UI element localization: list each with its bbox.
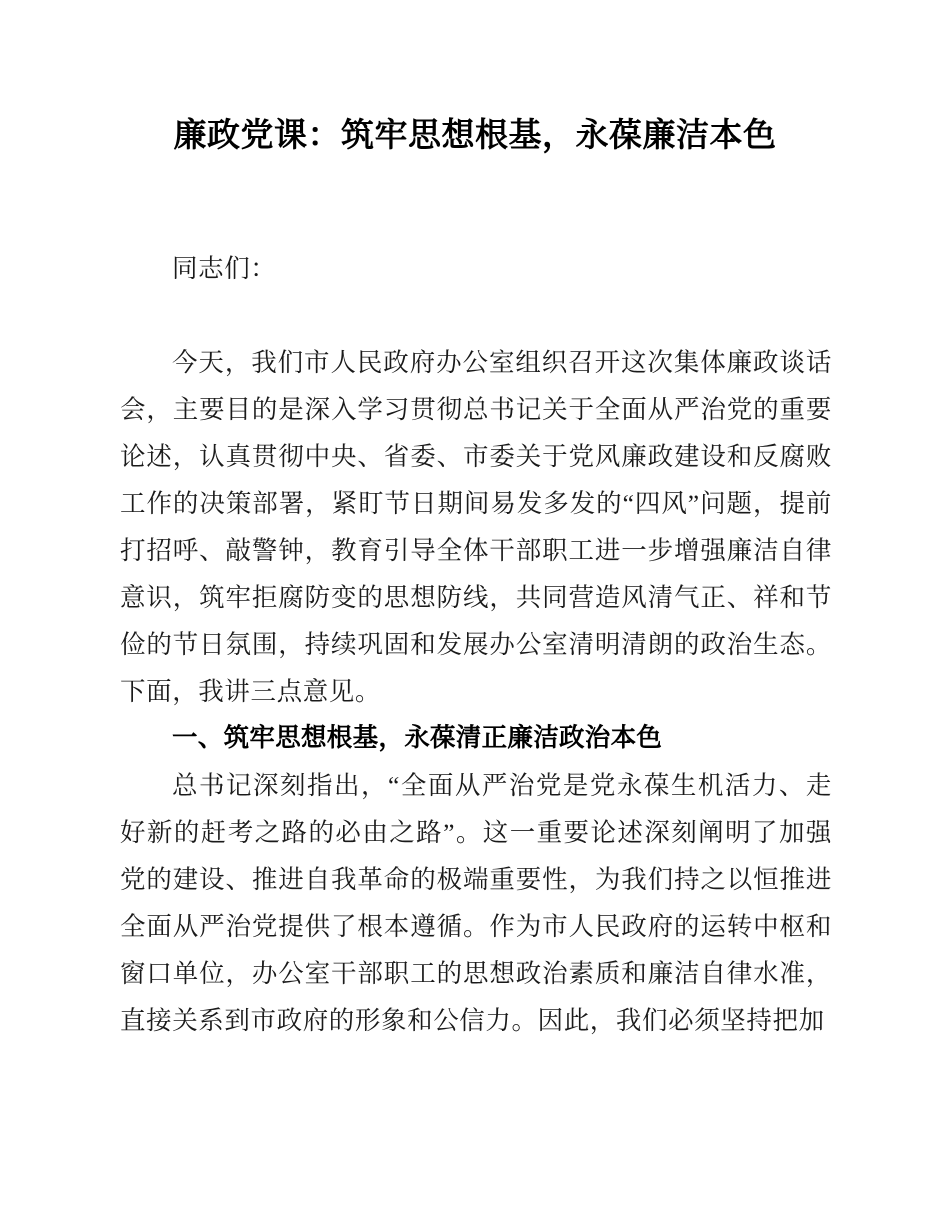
section-one-paragraph: 总书记深刻指出，“全面从严治党是党永葆生机活力、走好新的赶考之路的必由之路”。这一重要论述深刻阐明了加强党的建设、推进自我革命的极端重要性，为我们持之以恒推进全面从严治党提供了根本遵循。作为市人民政府的运转中枢和窗口单位，办公室干部职工的思想政治素质和廉洁自律水准，直接关系到市政府的形象和公信力。因此，我们必须坚持把加 [120,771,832,1035]
section-heading-one: 一、筑牢思想根基，永葆清正廉洁政治本色 [172,724,663,752]
document-body [120,245,832,1044]
salutation: 同志们： [172,254,277,283]
opening-paragraph: 今天，我们市人民政府办公室组织召开这次集体廉政谈话会，主要目的是深入学习贯彻总书记关于全面从严治党的重要论述，认真贯彻中央、省委、市委关于党风廉政建设和反腐败工作的决策部署，紧盯节日期间易发多发的“四风”问题，提前打招呼、敲警钟，教育引导全体干部职工进一步增强廉洁自律意识，筑牢拒腐防变的思想防线，共同营造风清气正、祥和节俭的节日氛围，持续巩固和发展办公室清明清朗的政治生态。下面，我讲三点意见。 [120,348,832,706]
page-title: 廉政党课：筑牢思想根基，永葆廉洁本色 [173,116,777,153]
